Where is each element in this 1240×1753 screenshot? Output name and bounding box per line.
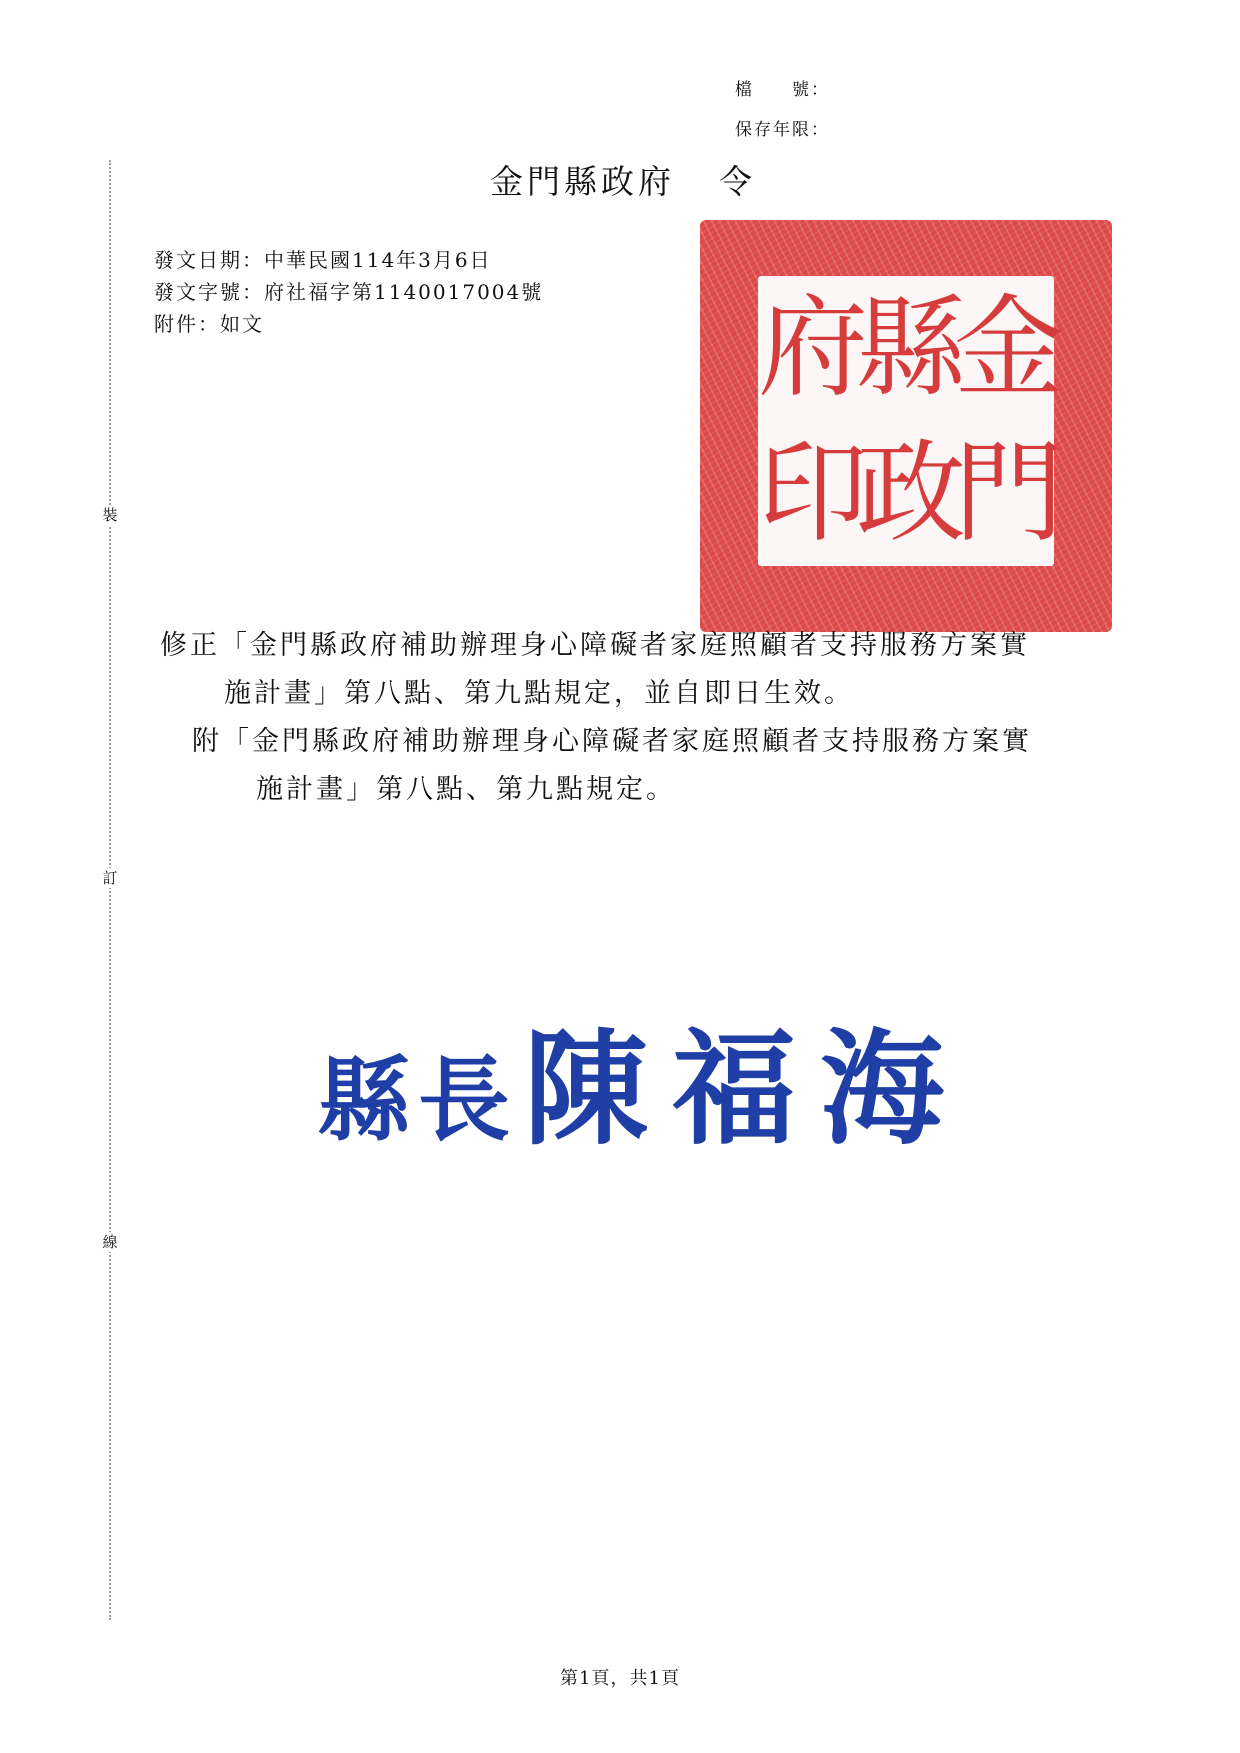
seal-glyph-3: 縣 (856, 284, 966, 412)
main-clause-line-2: 施計畫」第八點、第九點規定，並自即日生效。 (224, 678, 854, 709)
seal-glyph-2: 門 (954, 429, 1064, 557)
issue-number: 發文字號：府社福字第1140017004號 (154, 280, 544, 304)
issue-info (154, 244, 543, 340)
binding-char-zhuang: 裝 (100, 505, 120, 525)
binding-char-ding: 訂 (100, 868, 120, 888)
issuing-agency: 金門縣政府 (490, 162, 675, 201)
document-type: 令 (719, 162, 756, 201)
retention-period-label: 保存年限： (735, 120, 830, 140)
official-seal (700, 220, 1112, 632)
seal-glyph-5: 府 (758, 284, 868, 412)
document-title (490, 156, 756, 203)
seal-glyph-6: 印 (758, 429, 868, 557)
issue-date: 發文日期：中華民國114年3月6日 (154, 248, 492, 272)
signature-title: 縣長 (318, 1046, 519, 1154)
attachment-note: 附件：如文 (154, 312, 264, 336)
seal-glyph-4: 政 (856, 429, 966, 557)
page-footer: 第1頁，共1頁 (560, 1668, 680, 1689)
seal-inner-field (758, 276, 1064, 566)
magistrate-signature-stamp (318, 990, 968, 1168)
file-number-label: 檔 號： (735, 80, 830, 100)
signature-name: 陳福海 (524, 1017, 969, 1162)
header-meta (735, 70, 830, 150)
seal-glyph-1: 金 (954, 284, 1064, 412)
order-body (160, 622, 1140, 814)
attachment-clause-line-2: 施計畫」第八點、第九點規定。 (256, 774, 676, 805)
main-clause-line-1: 修正「金門縣政府補助辦理身心障礙者家庭照顧者支持服務方案實 (160, 630, 1030, 661)
binding-margin-line (109, 160, 111, 1620)
attachment-clause-line-1: 附「金門縣政府補助辦理身心障礙者家庭照顧者支持服務方案實 (192, 726, 1032, 757)
binding-char-xian: 線 (100, 1232, 120, 1252)
